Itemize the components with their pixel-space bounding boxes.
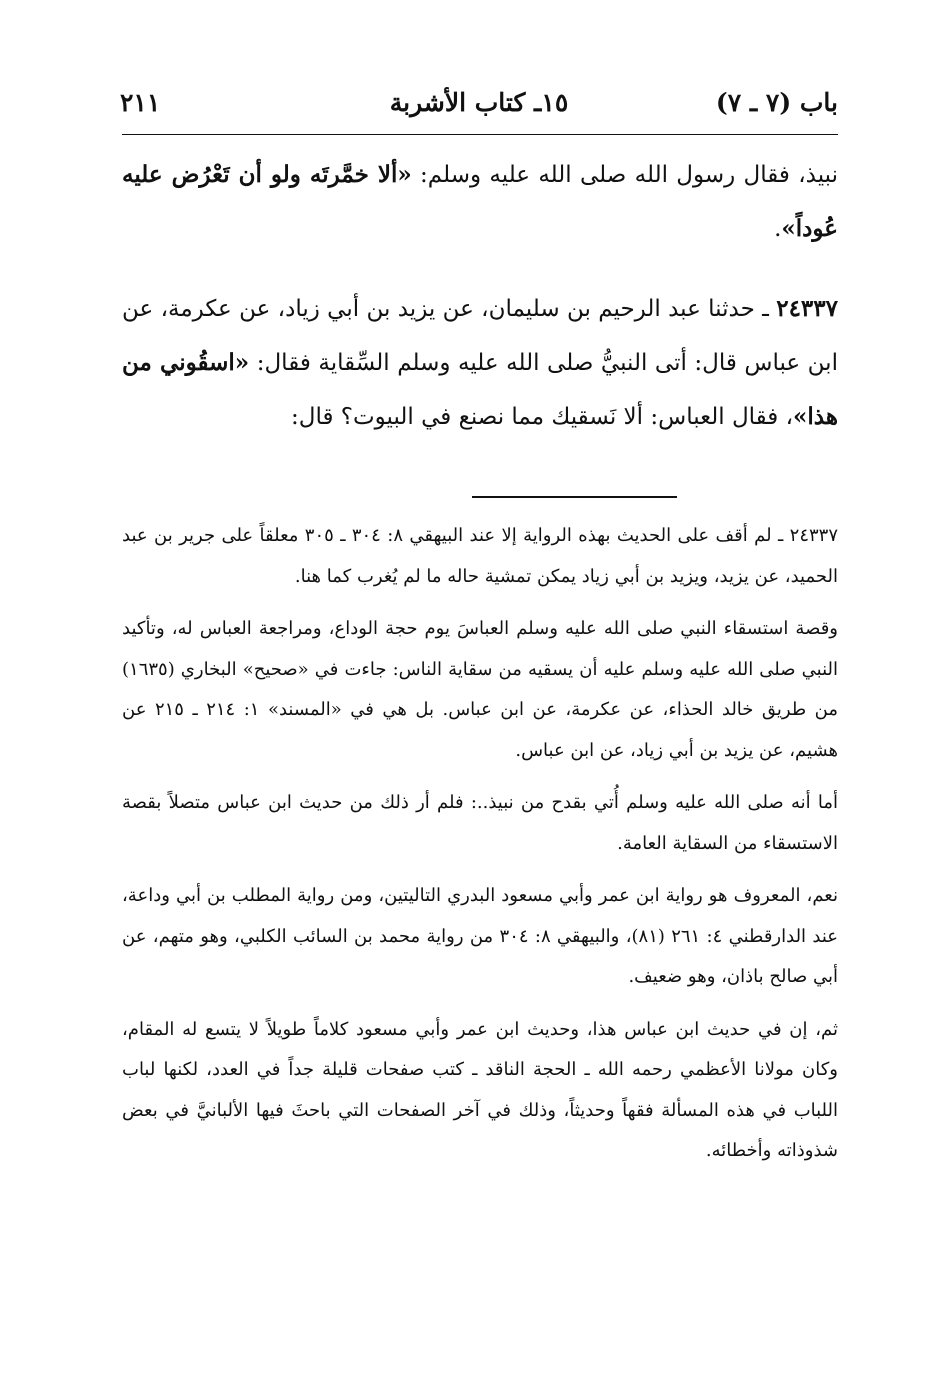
main-paragraph-2	[122, 282, 838, 444]
paragraph-text: ، فقال العباس: ألا نَسقيك مما نصنع في البيوت؟ قال:	[291, 404, 794, 430]
footnotes	[122, 516, 838, 1184]
book-title: ١٥ـ كتاب الأشربة	[389, 88, 569, 117]
footnote-paragraph: وقصة استسقاء النبي صلى الله عليه وسلم العباسَ يوم حجة الوداع، ومراجعة العباس له، وتأكيد النبي صلى الله عليه وسلم عليه أن يسقيه من سقاية الناس: جاءت في «صحيح» البخاري (١٦٣٥) من طريق خالد الحذاء، عن عكرمة، عن ابن عباس. بل هي في «المسند» ١: ٢١٤ ـ ٢١٥ عن هشيم، عن يزيد بن أبي زياد، عن ابن عباس.	[122, 618, 839, 761]
footnote-paragraph: نعم، المعروف هو رواية ابن عمر وأبي مسعود البدري التاليتين، ومن رواية المطلب بن أبي وداعة، عند الدارقطني ٤: ٢٦١ (٨١)، والبيهقي ٨: ٣٠٤ من رواية محمد بن السائب الكلبي، وهو متهم، عن أبي صالح باذان، وهو ضعيف.	[122, 885, 838, 987]
paragraph-end: .	[774, 216, 782, 242]
page-number: ٢١١	[120, 88, 161, 117]
chapter-reference: باب (٧ ـ ٧)	[715, 88, 838, 117]
paragraph-text: ـ حدثنا عبد الرحيم بن سليمان، عن يزيد بن أبي زياد، عن عكرمة، عن ابن عباس قال: أتى النبيُّ صلى الله عليه وسلم السِّقاية فقال:	[122, 296, 838, 376]
main-paragraph-1	[122, 148, 838, 256]
running-header	[120, 84, 838, 128]
main-text	[122, 148, 838, 444]
footnote-paragraph: ثم، إن في حديث ابن عباس هذا، وحديث ابن عمر وأبي مسعود كلاماً طويلاً لا يتسع له المقام، وكان مولانا الأعظمي رحمه الله ـ الحجة الناقد ـ كتب صفحات قليلة جداً في العدد، لكنها لباب اللباب في هذه المسألة فقهاً وحديثاً، وذلك في آخر الصفحات التي باحثَ فيها الألبانيَّ في بعض شذوذاته وأخطائه.	[122, 1018, 838, 1161]
footnote-paragraph: أما أنه صلى الله عليه وسلم أُتي بقدح من نبيذ..: فلم أر ذلك من حديث ابن عباس متصلاً بقصة الاستسقاء من السقاية العامة.	[122, 792, 838, 854]
paragraph-text: نبيذ، فقال رسول الله صلى الله عليه وسلم:	[411, 162, 838, 188]
prophetic-quote: «ألا خمَّرتَه ولو أن تَعْرُض عليه عُوداً»	[122, 161, 838, 242]
footnote-number: ٢٤٣٣٧	[789, 525, 838, 546]
footnote-divider	[472, 496, 677, 498]
hadith-number: ٢٤٣٣٧	[776, 295, 838, 322]
header-divider	[122, 134, 838, 135]
footnote-text: ـ لم أقف على الحديث بهذه الرواية إلا عند البيهقي ٨: ٣٠٤ ـ ٣٠٥ معلقاً على جرير بن عبد الحميد، عن يزيد، ويزيد بن أبي زياد يمكن تمشية حاله ما لم يُغرب كما هنا.	[122, 525, 838, 587]
prophetic-quote: «اسقُوني من هذا»	[122, 349, 838, 430]
footnote-paragraph	[122, 516, 838, 597]
